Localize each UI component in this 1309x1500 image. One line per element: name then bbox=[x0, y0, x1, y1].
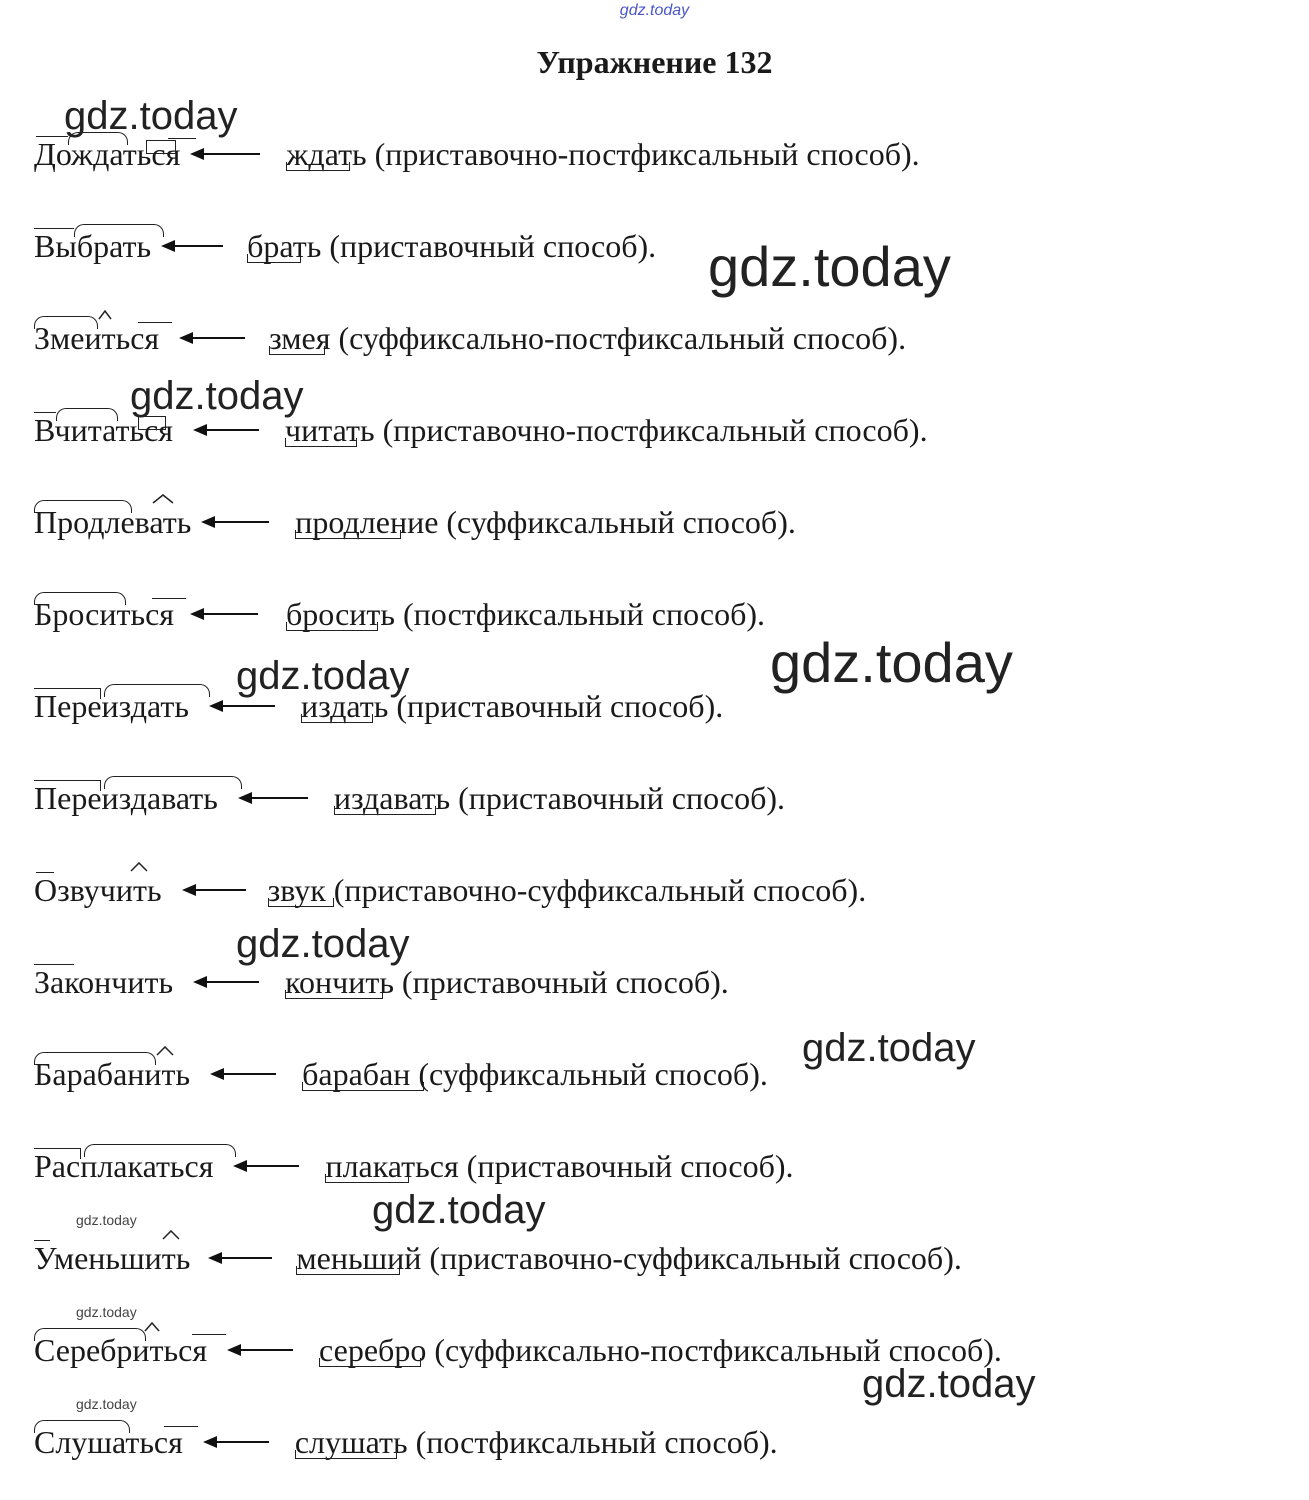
method-note: (суффиксально-постфиксальный способ). bbox=[426, 1332, 1002, 1368]
entry-row bbox=[34, 1146, 794, 1186]
derivation-arrow bbox=[191, 1422, 287, 1462]
derived-word: Слушаться bbox=[34, 1422, 183, 1462]
derivation-arrow bbox=[198, 1238, 288, 1278]
derived-word: Переиздать bbox=[34, 686, 189, 726]
prefix-mark bbox=[36, 872, 54, 873]
derivation-arrow bbox=[181, 962, 277, 1002]
method-note: (приставочный способ). bbox=[393, 964, 729, 1000]
prefix-mark bbox=[34, 1148, 81, 1159]
prefix-mark bbox=[34, 1240, 50, 1241]
source-word: ждать bbox=[286, 136, 367, 172]
prefix-mark bbox=[34, 228, 74, 229]
root-mark bbox=[34, 1052, 156, 1065]
watermark: gdz.today bbox=[770, 631, 1013, 694]
page-title: Упражнение 132 bbox=[536, 44, 773, 80]
entry-row bbox=[34, 134, 920, 174]
derivation-arrow bbox=[170, 870, 260, 910]
root-mark bbox=[34, 592, 126, 605]
stem-mark bbox=[319, 1358, 421, 1367]
root-mark bbox=[34, 316, 98, 329]
derived-word: Дождаться bbox=[34, 134, 180, 174]
derived-word: Расплакаться bbox=[34, 1146, 213, 1186]
method-note: (приставочно-суффиксальный способ). bbox=[421, 1240, 962, 1276]
watermark: gdz.today bbox=[862, 1362, 1036, 1406]
entry-row bbox=[34, 226, 656, 266]
derived-word: Переиздавать bbox=[34, 778, 218, 818]
stem-mark bbox=[286, 162, 350, 171]
derivation-arrow bbox=[198, 1054, 294, 1094]
watermark: gdz.today bbox=[236, 922, 410, 966]
stem-mark bbox=[325, 1174, 409, 1183]
stem-mark bbox=[302, 1082, 424, 1091]
stem-mark bbox=[296, 1266, 400, 1275]
derived-word: Продлевать bbox=[34, 502, 191, 542]
watermark: gdz.today bbox=[64, 94, 238, 138]
suffix-mark bbox=[144, 1322, 158, 1332]
stem-mark bbox=[295, 1450, 397, 1459]
postfix-mark bbox=[152, 598, 186, 599]
suffix-mark bbox=[152, 494, 166, 504]
source-word: плакаться bbox=[325, 1148, 459, 1184]
method-note: (суффиксальный способ). bbox=[438, 504, 796, 540]
suffix-mark bbox=[98, 310, 112, 320]
suffix-mark bbox=[130, 862, 144, 872]
method-note: (приставочный способ). bbox=[321, 228, 657, 264]
entry-row bbox=[34, 318, 906, 358]
watermark: gdz.today bbox=[236, 654, 410, 698]
source-word: издать bbox=[300, 688, 389, 724]
root-mark bbox=[34, 1420, 130, 1433]
method-note: (приставочный способ). bbox=[458, 1148, 794, 1184]
prefix-mark bbox=[34, 688, 101, 699]
derived-word: Озвучить bbox=[34, 870, 162, 910]
source-word: читать bbox=[285, 412, 375, 448]
suffix-mark bbox=[162, 1230, 176, 1240]
stem-mark bbox=[247, 254, 301, 263]
method-note: (приставочно-суффиксальный способ). bbox=[325, 872, 867, 908]
derivation-arrow bbox=[226, 778, 326, 818]
source-word: брать bbox=[247, 228, 322, 264]
derivation-arrow bbox=[167, 318, 261, 358]
stem-mark bbox=[301, 714, 373, 723]
prefix-mark bbox=[34, 780, 101, 791]
stem-mark bbox=[295, 530, 401, 539]
entry-row bbox=[34, 778, 785, 818]
derived-word: Змеиться bbox=[34, 318, 159, 358]
method-note: (приставочно-постфиксальный способ). bbox=[366, 136, 920, 172]
entry-row bbox=[34, 1238, 962, 1278]
entry-row bbox=[34, 1054, 768, 1094]
suffix-mark bbox=[156, 1046, 170, 1056]
derived-word: Серебриться bbox=[34, 1330, 207, 1370]
source-word: слушать bbox=[294, 1424, 408, 1460]
derived-word: Барабанить bbox=[34, 1054, 190, 1094]
source-word: змея bbox=[269, 320, 331, 356]
derivation-arrow bbox=[221, 1146, 317, 1186]
root-mark bbox=[84, 1144, 236, 1157]
method-note: (суффиксально-постфиксальный способ). bbox=[330, 320, 907, 356]
method-note: (суффиксальный способ). bbox=[410, 1056, 768, 1092]
source-word: меньший bbox=[296, 1240, 422, 1276]
stem-mark bbox=[285, 438, 357, 447]
entry-row bbox=[34, 870, 866, 910]
root-mark bbox=[104, 776, 242, 789]
method-note: (приставочно-постфиксальный способ). bbox=[374, 412, 928, 448]
source-word: серебро bbox=[319, 1332, 427, 1368]
stem-mark bbox=[285, 990, 383, 999]
site-label: gdz.today bbox=[619, 2, 690, 19]
source-word: бросить bbox=[286, 596, 395, 632]
derived-word: Уменьшить bbox=[34, 1238, 190, 1278]
root-mark bbox=[56, 408, 118, 421]
derivation-arrow bbox=[199, 502, 287, 542]
derivation-arrow bbox=[188, 134, 278, 174]
prefix-mark bbox=[34, 412, 56, 413]
source-word: звук bbox=[268, 870, 326, 910]
watermark: gdz.today bbox=[76, 1212, 137, 1228]
watermark: gdz.today bbox=[130, 374, 304, 418]
root-mark bbox=[34, 500, 132, 513]
ending-mark bbox=[146, 140, 176, 154]
derived-word: Выбрать bbox=[34, 226, 151, 266]
entry-row bbox=[34, 594, 765, 634]
watermark: gdz.today bbox=[708, 235, 951, 298]
prefix-mark bbox=[34, 964, 74, 965]
entry-row bbox=[34, 1330, 1002, 1370]
source-word: издавать bbox=[333, 780, 451, 816]
method-note: (постфиксальный способ). bbox=[394, 596, 766, 632]
derived-word: Закончить bbox=[34, 964, 174, 1000]
derivation-arrow bbox=[182, 594, 278, 634]
derivation-arrow bbox=[159, 226, 239, 266]
watermark: gdz.today bbox=[76, 1304, 137, 1320]
stem-mark bbox=[286, 622, 378, 631]
source-word: продление bbox=[295, 504, 439, 540]
source-word: кончить bbox=[285, 964, 394, 1000]
method-note: (приставочный способ). bbox=[388, 688, 724, 724]
entry-row bbox=[34, 1422, 778, 1462]
stem-mark bbox=[269, 346, 325, 355]
stem-mark bbox=[334, 806, 436, 815]
root-mark bbox=[34, 1328, 146, 1341]
entry-row bbox=[34, 502, 796, 542]
watermark: gdz.today bbox=[372, 1188, 546, 1232]
watermark: gdz.today bbox=[76, 1396, 137, 1412]
method-note: (постфиксальный способ). bbox=[407, 1424, 778, 1460]
entry-row bbox=[34, 962, 729, 1002]
derived-word: Броситься bbox=[34, 594, 174, 634]
derivation-arrow bbox=[215, 1330, 311, 1370]
derived-word: Вчитаться bbox=[34, 410, 173, 450]
root-mark bbox=[74, 224, 164, 237]
method-note: (приставочный способ). bbox=[450, 780, 785, 816]
stem-mark bbox=[268, 898, 334, 907]
source-word: барабан bbox=[302, 1054, 410, 1094]
watermark: gdz.today bbox=[802, 1026, 976, 1070]
root-mark bbox=[104, 684, 210, 697]
